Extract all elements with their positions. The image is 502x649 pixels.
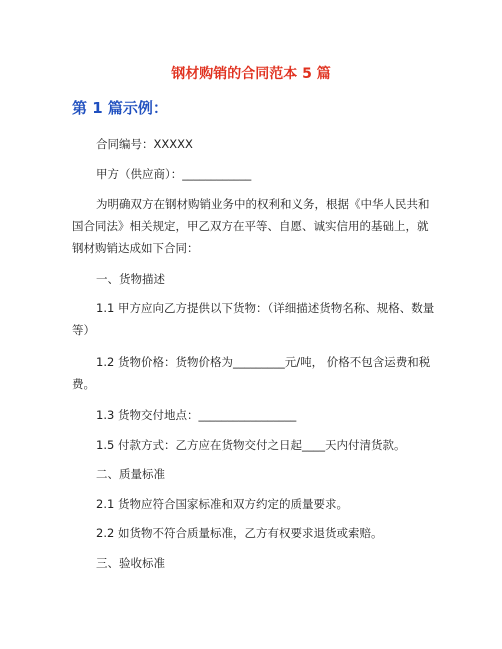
- party-a-line: 甲方（供应商）：____________: [96, 167, 252, 181]
- section-heading-goods: 一、货物描述: [96, 272, 165, 286]
- clause-2-1: 2.1 货物应符合国家标准和双方约定的质量要求。: [96, 497, 348, 511]
- clause-2-2: 2.2 如货物不符合质量标准，乙方有权要求退货或索赔。: [96, 526, 383, 540]
- clause-1-2: 1.2 货物价格：货物价格为_________元/吨， 价格不包含运费和税费。: [72, 355, 431, 391]
- document-title: 钢材购销的合同范本 5 篇: [171, 66, 331, 82]
- section-heading-quality: 二、质量标准: [96, 467, 165, 481]
- preamble-paragraph: 为明确双方在钢材购销业务中的权利和义务，根据《中华人民共和国合同法》相关规定，甲乙双方在平等、自愿、诚实信用的基础上，就钢材购销达成如下合同：: [72, 197, 430, 255]
- section-heading-acceptance: 三、验收标准: [96, 556, 165, 570]
- clause-1-1: 1.1 甲方应向乙方提供以下货物：（详细描述货物名称、规格、数量等）: [72, 301, 435, 337]
- clause-1-5: 1.5 付款方式：乙方应在货物交付之日起____天内付清货款。: [96, 438, 406, 452]
- section-heading: 第 1 篇示例：: [72, 99, 168, 117]
- contract-number-line: 合同编号：XXXXX: [96, 137, 193, 151]
- clause-1-3: 1.3 货物交付地点：_________________: [96, 408, 297, 422]
